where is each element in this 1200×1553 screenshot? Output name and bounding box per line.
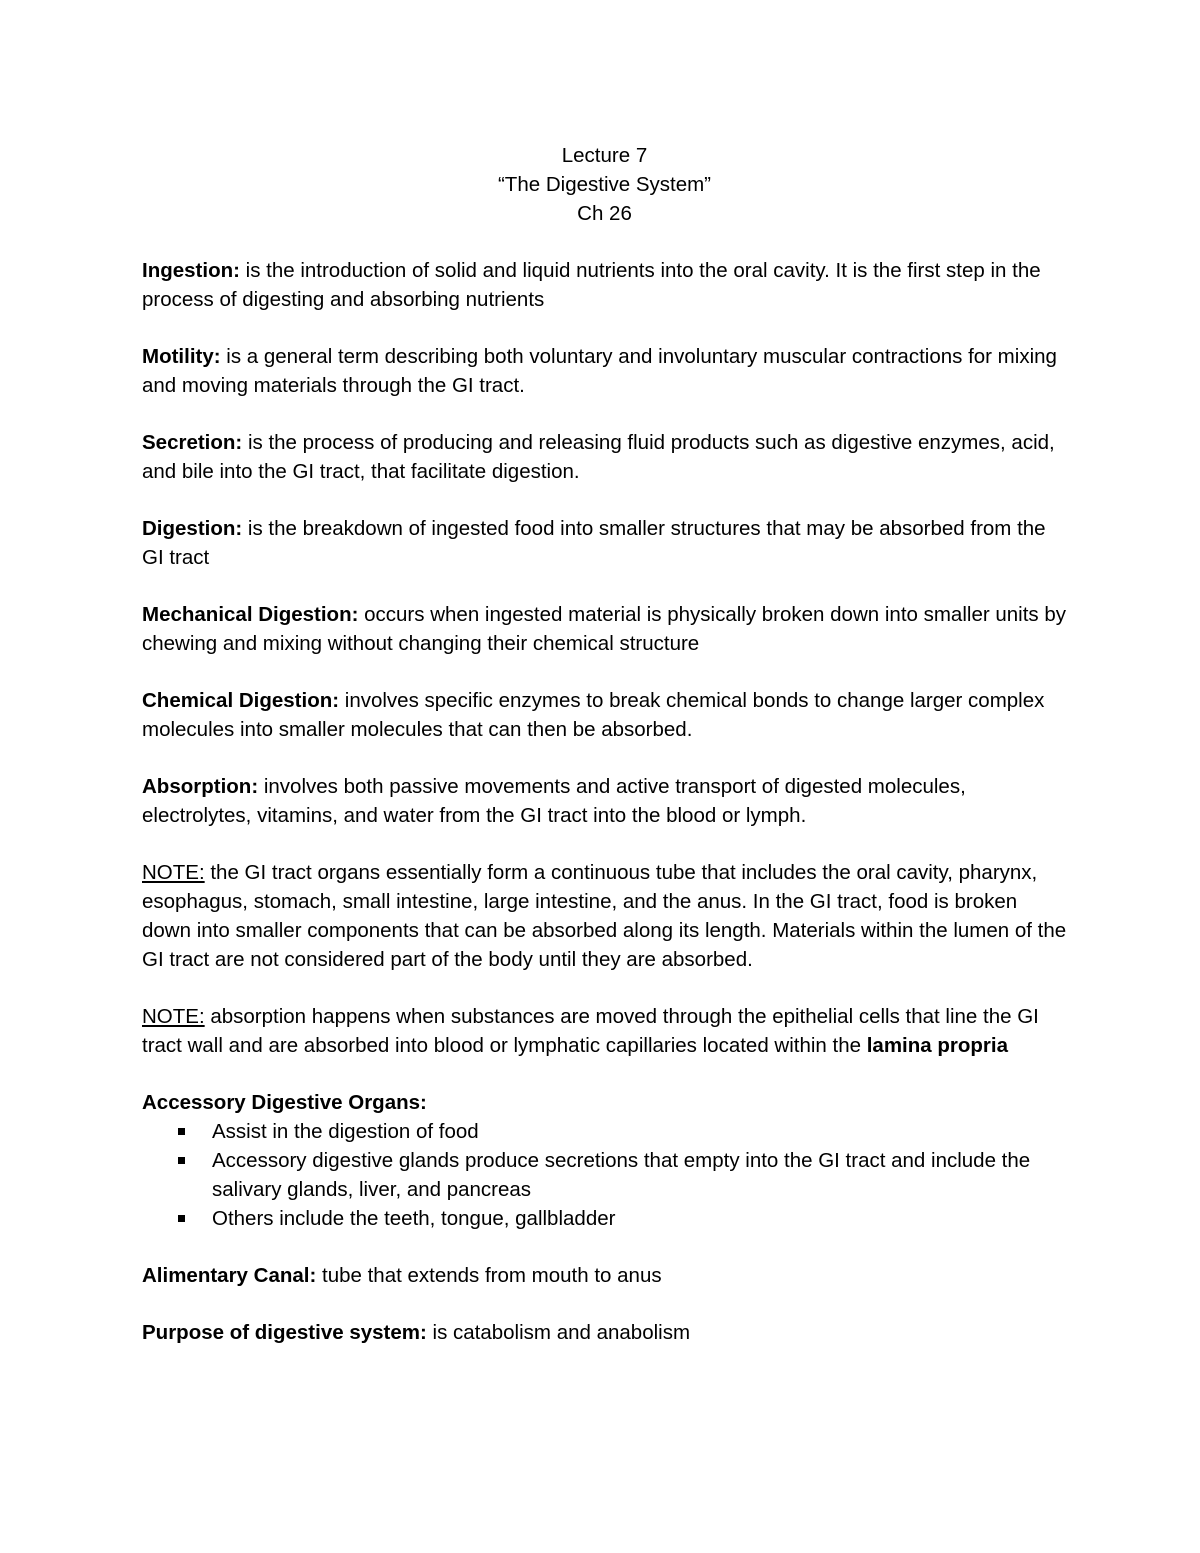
lamina-propria-term: lamina propria [866,1034,1008,1057]
definition-purpose [142,1318,1067,1347]
term-text: involves specific enzymes to break chemical bonds to change larger complex molecules into smaller molecules that can then be absorbed. [142,689,1045,741]
note-label: NOTE: [142,1005,205,1028]
term-text: is the introduction of solid and liquid nutrients into the oral cavity. It is the first step in the process of digesting and absorbing nutrients [142,259,1041,311]
term-label: Digestion: [142,517,243,540]
definition-absorption [142,772,1067,830]
term-label: Alimentary Canal: [142,1264,317,1287]
lecture-header [142,141,1067,228]
definition-ingestion [142,256,1067,314]
list-item-text: Accessory digestive glands produce secretions that empty into the GI tract and include the salivary glands, liver, and pancreas [212,1149,1031,1201]
note-gi-tract [142,858,1067,974]
term-label: Motility: [142,345,221,368]
square-bullet-icon [178,1128,185,1135]
term-text: occurs when ingested material is physically broken down into smaller units by chewing and mixing without changing their chemical structure [142,603,1067,655]
definition-chemical-digestion [142,686,1067,744]
lecture-title: “The Digestive System” [497,173,712,196]
term-text: is catabolism and anabolism [426,1321,691,1344]
accessory-heading: Accessory Digestive Organs: [142,1091,427,1114]
list-item [142,1204,1067,1233]
list-item-text: Assist in the digestion of food [212,1120,479,1143]
square-bullet-icon [178,1215,185,1222]
term-label: Chemical Digestion: [142,689,340,712]
definition-mechanical-digestion [142,600,1067,658]
term-text: involves both passive movements and active transport of digested molecules, electrolytes, vitamins, and water from the GI tract into the blood or lymph. [142,775,966,827]
list-item [142,1146,1067,1204]
term-label: Mechanical Digestion: [142,603,359,626]
term-label: Ingestion: [142,259,240,282]
note-absorption [142,1002,1067,1060]
term-label: Secretion: [142,431,243,454]
term-text: is a general term describing both voluntary and involuntary muscular contractions for mixing and moving materials through the GI tract. [142,345,1057,397]
definition-secretion [142,428,1067,486]
square-bullet-icon [178,1157,185,1164]
term-text: is the breakdown of ingested food into smaller structures that may be absorbed from the GI tract [142,517,1046,569]
term-label: Purpose of digestive system: [142,1321,427,1344]
document-content [142,141,1067,1347]
list-item-text: Others include the teeth, tongue, gallbladder [212,1207,616,1230]
term-text: is the process of producing and releasing fluid products such as digestive enzymes, acid, and bile into the GI tract, that facilitate digestion. [142,431,1055,483]
lecture-number: Lecture 7 [561,144,648,167]
list-item [142,1117,1067,1146]
note-text: absorption happens when substances are moved through the epithelial cells that line the GI tract wall and are absorbed into blood or lymphatic capillaries located within the [142,1005,1039,1057]
term-label: Absorption: [142,775,259,798]
definition-digestion [142,514,1067,572]
term-text: tube that extends from mouth to anus [316,1264,662,1287]
definition-alimentary-canal [142,1261,1067,1290]
note-text: the GI tract organs essentially form a continuous tube that includes the oral cavity, pharynx, esophagus, stomach, small intestine, large intestine, and the anus. In the GI tract, food is broken down into smaller components that can be absorbed along its length. Materials within the lumen of the GI tract are not considered part of the body until they are absorbed. [142,861,1067,971]
accessory-list [142,1117,1067,1233]
note-label: NOTE: [142,861,205,884]
chapter-label: Ch 26 [577,202,632,225]
definition-motility [142,342,1067,400]
